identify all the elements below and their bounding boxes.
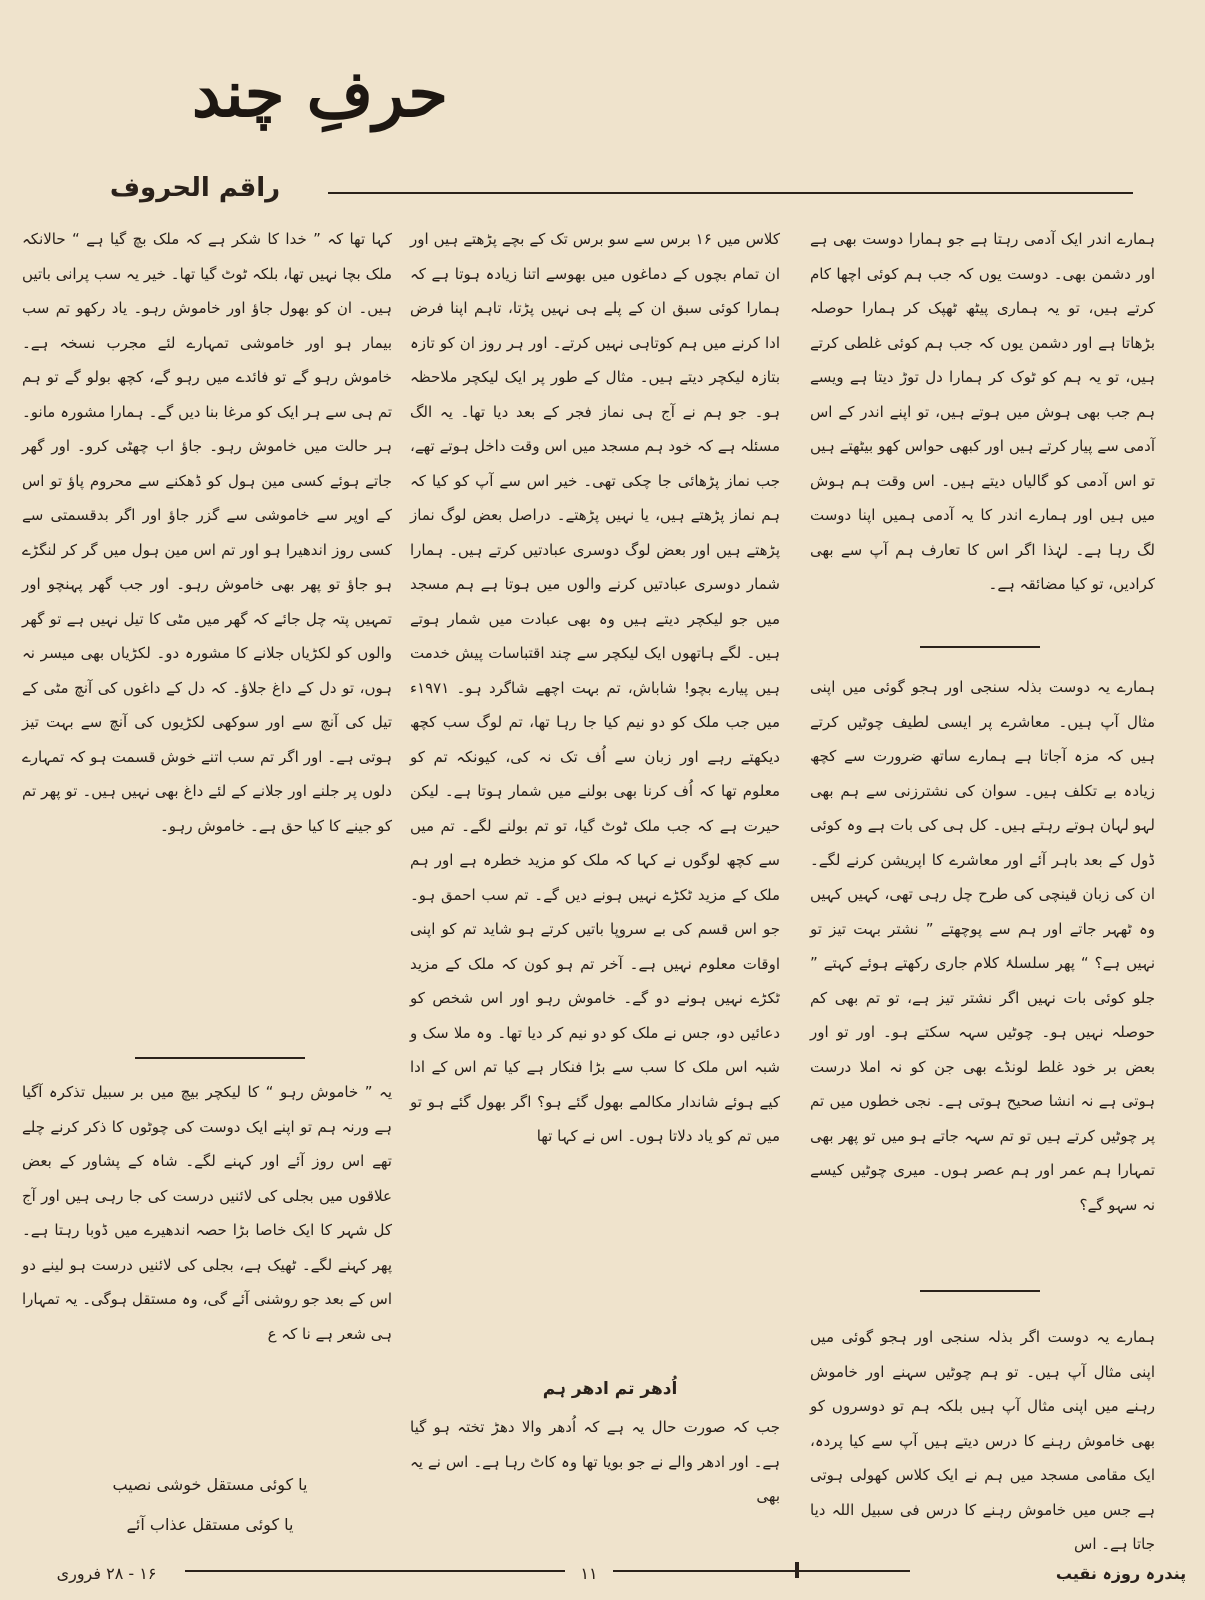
byline: راقم الحروف — [109, 173, 281, 203]
right-column-section-2 — [810, 670, 1155, 1260]
footer-mark — [795, 1562, 799, 1578]
page-title: حرفِ چند — [192, 57, 448, 132]
left-column-section-1 — [22, 222, 392, 1042]
section-divider — [920, 1290, 1040, 1292]
paragraph: کلاس میں ۱۶ برس سے سو برس تک کے بچے پڑھتے ہیں اور ان تمام بچوں کے دماغوں میں بھوسے اتنا زیادہ ہوتا ہے کہ ہمارا کوئی سبق ان کے پلے ہی نہیں پڑتا، تاہم اپنا فرض ادا کرنے میں ہم کوتاہی نہیں کرتے۔ اور ہر روز ان کو تازہ بتازہ لیکچر دیتے ہیں۔ مثال کے طور پر ایک لیکچر ملاحظہ ہو۔ جو ہم نے آج ہی نماز فجر کے بعد دیا تھا۔ یہ الگ مسئلہ ہے کہ خود ہم مسجد میں اس وقت داخل ہوتے تھے، جب نماز پڑھائی جا چکی تھی۔ خیر اس سے آپ کو کیا کہ ہم نماز پڑھتے ہیں، یا نہیں پڑھتے۔ دراصل بعض لوگ نماز پڑھتے ہیں اور بعض لوگ دوسری عبادتیں کرتے ہیں۔ ہمارا شمار دوسری عبادتیں کرنے والوں میں ہوتا ہے ہم مسجد میں جو لیکچر دیتے ہیں وہ بھی عبادت میں شمار ہوتے ہیں۔ لگے ہاتھوں ایک لیکچر سے چند اقتباسات پیش خدمت ہیں پیارے بچو! شاباش، تم بہت اچھے شاگرد ہو۔ ۱۹۷۱ء میں جب ملک کو دو نیم کیا جا رہا تھا، تم لوگ سب کچھ دیکھتے رہے اور زبان سے اُف تک نہ کی، کیونکہ تم کو معلوم تھا کہ اُف کرنا بھی بولنے میں شمار ہوتا ہے۔ لیکن حیرت ہے کہ جب ملک ٹوٹ گیا، تو تم بولنے لگے۔ تم میں سے کچھ لوگوں نے کہا کہ ملک کو مزید خطرہ ہے اور ہم ملک کے مزید ٹکڑے نہیں ہونے دیں گے۔ تم سب احمق ہو۔ جو اس قسم کی بے سروپا باتیں کرتے ہو شاید تم کو اپنی اوقات معلوم نہیں ہے۔ آخر تم ہو کون کہ ملک کے مزید ٹکڑے نہیں ہونے دو گے۔ خاموش رہو اور اس شخص کو دعائیں دو، جس نے ملک کو دو نیم کر دیا تھا۔ وہ ملا سک و شبہ اس ملک کا سب سے بڑا فنکار ہے کیا تم اس کے ادا کیے ہوئے شاندار مکالمے بھول گئے ہو؟ اگر بھول گئے ہو تو میں تم کو یاد دلاتا ہوں۔ اس نے کہا تھا — [410, 230, 781, 1145]
right-column-section-3 — [810, 1320, 1155, 1553]
paragraph: کہا تھا کہ ” خدا کا شکر ہے کہ ملک بچ گیا ہے “ حالانکہ ملک بچا نہیں تھا، بلکہ ٹوٹ گیا تھا۔ خیر یہ سب پرانی باتیں ہیں۔ ان کو بھول جاؤ اور خاموش رہو۔ یاد رکھو تم سب بیمار ہو اور خاموشی تمہارے لئے مجرب نسخہ ہے۔ خاموش رہو گے تو فائدے میں رہو گے، کچھ بولو گے تو ہم تم ہی سے ہر ایک کو مرغا بنا دیں گے۔ ہمارا مشورہ مانو۔ ہر حالت میں خاموش رہو۔ جاؤ اب چھٹی کرو۔ اور گھر جاتے ہوئے کسی مین ہول کو ڈھکنے سے محروم پاؤ تو اس کے اوپر سے خاموشی سے گزر جاؤ اور اگر بدقسمتی سے کسی روز اندھیرا ہو اور تم اس مین ہول میں گر کر لنگڑے ہو جاؤ تو پھر بھی خاموش رہو۔ اور جب گھر پہنچو اور تمہیں پتہ چل جائے کہ گھر میں مٹی کا تیل نہیں ہے تو گھر والوں کو لکڑیاں جلانے کا مشورہ دو۔ لکڑیاں بھی میسر نہ ہوں، تو دل کے داغ جلاؤ۔ کہ دل کے داغوں کی آنچ مٹی کے تیل کی آنچ سے اور سوکھی لکڑیوں کی آنچ سے بہت تیز ہوتی ہے۔ اور اگر تم سب اتنے خوش قسمت ہو کہ تمہارے دلوں پر جلنے اور جلانے کے لئے داغ بھی نہیں ہیں۔ تو پھر تم کو جینے کا کیا حق ہے۔ خاموش رہو۔ — [22, 230, 392, 835]
paragraph: ہمارے یہ دوست بذلہ سنجی اور ہجو گوئی میں اپنی مثال آپ ہیں۔ معاشرے پر ایسی لطیف چوٹیں کرتے ہیں کہ مزہ آجاتا ہے ہمارے ساتھ ضرورت سے کچھ زیادہ بے تکلف ہیں۔ سوان کی نشترزنی سے ہم بھی لہو لہان ہوتے رہتے ہیں۔ کل ہی کی بات ہے وہ کوئی ڈول کے بعد باہر آئے اور معاشرے کا اپریشن کرنے لگے۔ ان کی زبان قینچی کی طرح چل رہی تھی، کہیں کہیں وہ ٹھہر جاتے اور ہم سے پوچھتے ” نشتر بہت تیز تو نہیں ہے؟ “ پھر سلسلۂ کلام جاری رکھتے ہوئے کہتے ” جلو کوئی بات نہیں اگر نشتر تیز ہے، تو تم بھی کم حوصلہ نہیں ہو۔ چوٹیں سہہ سکتے ہو۔ اور تو اور بعض بر خود غلط لونڈے بھی جن کو نہ املا درست ہوتی ہے نہ انشا صحیح ہوتی ہے۔ نجی خطوں میں تم پر چوٹیں کرتے ہیں تو تم سہہ جاتے ہو میں تو پھر بھی تمہارا ہم عمر اور ہم عصر ہوں۔ میری چوٹیں کیسے نہ سہو گے؟ — [810, 678, 1155, 1214]
issue-date: ۱۶ - ۲۸ فروری — [28, 1558, 185, 1590]
byline-rule — [328, 192, 1133, 194]
publication-name: پندرہ روزہ نقیب — [1040, 1558, 1202, 1590]
paragraph: ہمارے یہ دوست اگر بذلہ سنجی اور ہجو گوئی میں اپنی مثال آپ ہیں۔ تو ہم چوٹیں سہنے اور خاموش رہنے میں اپنی مثال آپ ہیں بلکہ ہم تو دوسروں کو بھی خاموش رہنے کا درس دیتے ہیں آپ سے کیا پردہ، ایک مقامی مسجد میں ہم نے ایک کلاس کھولی ہوتی ہے جس میں خاموش رہنے کا درس فی سبیل اللہ دیا جاتا ہے۔ اس — [810, 1328, 1155, 1553]
paragraph: یہ ” خاموش رہو “ کا لیکچر بیچ میں بر سبیل تذکرہ آگیا ہے ورنہ ہم تو اپنے ایک دوست کی چوٹوں کا ذکر کرنے چلے تھے اس روز آئے اور کہنے لگے۔ شاہ کے پشاور کے بعض علاقوں میں بجلی کی لائنیں درست کی جا رہی ہیں اور آج کل شہر کا ایک خاصا بڑا حصہ اندھیرے میں ڈوبا رہتا ہے۔ پھر کہنے لگے۔ ٹھیک ہے، بجلی کی لائنیں درست ہو لینے دو اس کے بعد جو روشنی آئے گی، وہ مستقل ہوگی۔ یہ تمہارا ہی شعر ہے نا کہ ع — [22, 1083, 392, 1343]
verse-line: یا کوئی مستقل عذاب آئے — [126, 1515, 294, 1534]
section-subheading: اُدھر تم ادھر ہم — [542, 1379, 678, 1399]
middle-column-section-1 — [410, 222, 780, 1352]
middle-column-section-2 — [410, 1410, 780, 1540]
left-column-section-2 — [22, 1075, 392, 1465]
section-divider — [920, 646, 1040, 648]
verse-line: یا کوئی مستقل خوشی نصیب — [112, 1475, 308, 1494]
paragraph: جب کہ صورت حال یہ ہے کہ اُدھر والا دھڑ تختہ ہو گیا ہے۔ اور ادھر والے نے جو بویا تھا وہ کاٹ رہا ہے۔ اس نے یہ بھی — [410, 1418, 780, 1505]
paragraph: ہمارے اندر ایک آدمی رہتا ہے جو ہمارا دوست بھی ہے اور دشمن بھی۔ دوست یوں کہ جب ہم کوئی اچھا کام کرتے ہیں، تو یہ ہماری پیٹھ ٹھپک کر ہمارا حوصلہ بڑھاتا ہے اور دشمن یوں کہ جب ہم کوئی غلطی کرتے ہیں، تو یہ ہم کو ٹوک کر ہمارا دل توڑ دیتا ہے ویسے ہم جب بھی ہوش میں ہوتے ہیں، تو اپنے اندر کے اس آدمی سے پیار کرتے ہیں اور کبھی حواس کھو بیٹھتے ہیں تو اس آدمی کو گالیاں دیتے ہیں۔ اس وقت ہم ہوش میں ہیں اور ہمارے اندر کا یہ آدمی ہمیں اپنا دوست لگ رہا ہے۔ لہٰذا اگر اس کا تعارف ہم آپ سے بھی کرادیں، تو کیا مضائقہ ہے۔ — [810, 230, 1155, 593]
page-number: ۱۱ — [565, 1558, 613, 1590]
footer-rule — [170, 1570, 910, 1572]
right-column-section-1 — [810, 222, 1155, 622]
section-divider — [135, 1057, 305, 1059]
